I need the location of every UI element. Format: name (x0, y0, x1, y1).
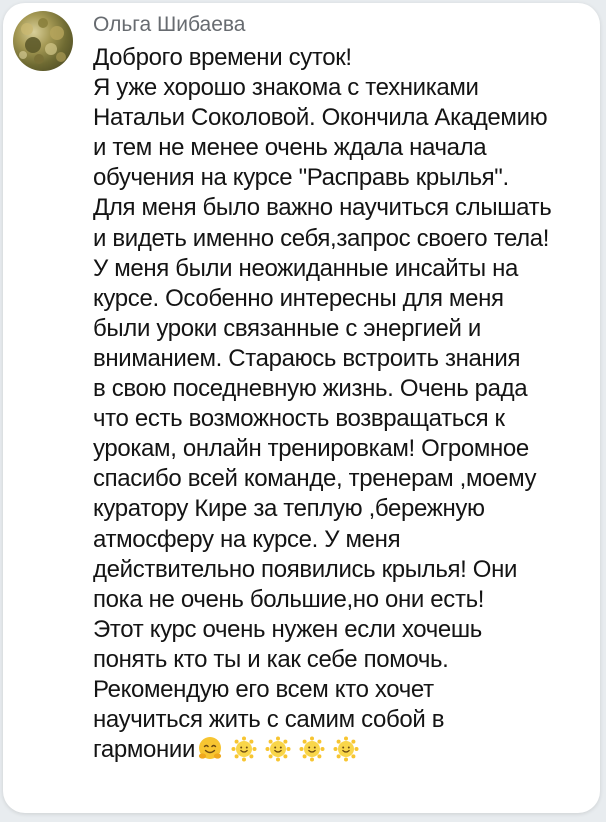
comment-last-line (93, 735, 598, 765)
comment-line: и видеть именно себя,запрос своего тела! (93, 224, 550, 252)
sun-face-icon (299, 736, 325, 762)
comment-line: Этот курс очень нужен если хочешь (93, 615, 482, 643)
comment-line: что есть возможность возвращаться к (93, 405, 505, 433)
hugging-face-icon (197, 736, 223, 762)
comment-line: в свою поседневную жизнь. Очень рада (93, 375, 528, 403)
comment-line: куратору Кире за теплую ,бережную (93, 495, 485, 523)
comment-line: спасибо всей команде, тренерам ,моему (93, 465, 537, 493)
sun-face-icon (231, 736, 257, 762)
comment-line: курсе. Особенно интересны для меня (93, 284, 504, 312)
comment-line: вниманием. Стараюсь встроить знания (93, 344, 521, 372)
comment-line: были уроки связанные с энергией и (93, 314, 481, 342)
sun-face-icon (333, 736, 359, 762)
comment-line: Рекомендую его всем кто хочет (93, 675, 434, 703)
comment-card (3, 3, 600, 813)
comment-line: Натальи Соколовой. Окончила Академию (93, 104, 548, 132)
comment-line: Для меня было важно научиться слышать (93, 194, 552, 222)
comment-line: У меня были неожиданные инсайты на (93, 254, 519, 282)
comment-line: Доброго времени суток! (93, 44, 352, 71)
avatar-image (13, 11, 73, 71)
comment-line: Я уже хорошо знакома с техниками (93, 74, 479, 102)
comment-line: пока не очень большие,но они есть! (93, 585, 485, 613)
sun-face-icon (265, 736, 291, 762)
comment-line: и тем не менее очень ждала начала (93, 134, 487, 162)
comment-text (93, 43, 598, 765)
comment-last-line-text: гармонии (93, 736, 196, 764)
author-name[interactable]: Ольга Шибаева (93, 13, 246, 36)
comment-line: действительно появились крылья! Они (93, 555, 518, 583)
comment-line: атмосферу на курсе. У меня (93, 525, 401, 553)
comment-line: понять кто ты и как себе помочь. (93, 645, 449, 673)
comment-line: урокам, онлайн тренировкам! Огромное (93, 435, 529, 463)
comment-line: научиться жить с самим собой в (93, 706, 445, 734)
comment-line: обучения на курсе "Расправь крылья". (93, 164, 509, 192)
avatar[interactable] (13, 11, 73, 71)
